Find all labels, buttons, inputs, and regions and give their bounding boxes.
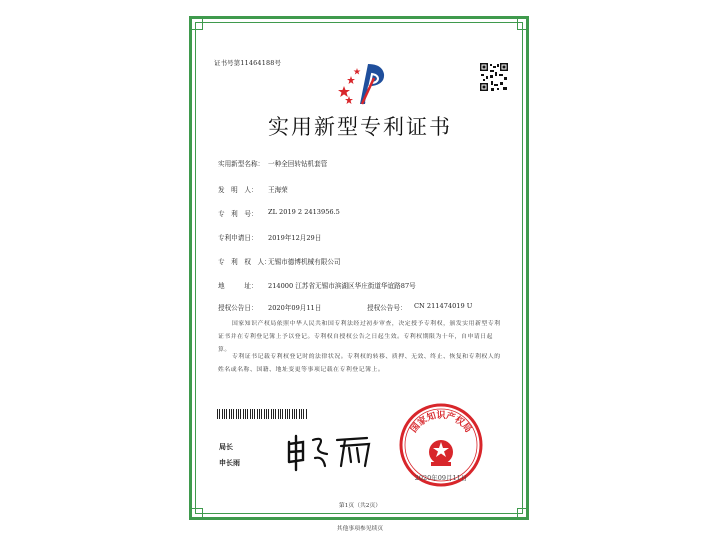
- field-label-filing-date: 专利申请日：: [218, 234, 258, 242]
- qr-code-icon: [479, 62, 509, 92]
- cnipa-logo-icon: [338, 60, 388, 106]
- field-value-filing-date: 2019年12月29日: [268, 234, 322, 242]
- field-label-pub-no: 授权公告号：: [367, 304, 407, 312]
- page-number: 第1页（共2页）: [338, 503, 382, 509]
- field-value-address: 214000 江苏省无锡市滨湖区华庄街道华谊路87号: [268, 282, 416, 290]
- seal-date: 2020年09月11日: [414, 474, 468, 482]
- grant-statement: 国家知识产权局依照中华人民共和国专利法经过初步审查，决定授予专利权，颁发实用新型专利证书并在专利登记簿上予以登记。专利权自授权公告之日起生效。专利权期限为十年，自申请日起算。: [218, 321, 501, 353]
- corner-ornament: [517, 508, 529, 520]
- director-signature: [285, 432, 375, 472]
- field-value-pub-no: CN 211474019 U: [414, 302, 473, 310]
- director-name: 申长雨: [219, 458, 240, 467]
- field-value-grant-date: 2020年09月11日: [268, 304, 322, 312]
- certificate-title: 实用新型专利证书: [268, 115, 452, 139]
- corner-ornament: [191, 508, 203, 520]
- barcode: [217, 409, 307, 419]
- corner-ornament: [517, 18, 529, 30]
- field-label-name: 实用新型名称：: [218, 160, 265, 168]
- field-label-address: 地 址：: [218, 282, 258, 290]
- director-title: 局长: [219, 442, 233, 451]
- field-value-name: 一种全回转钻机套管: [268, 160, 328, 168]
- legal-note: 专利证书记载专利权登记时的法律状况。专利权的转移、质押、无效、终止、恢复和专利权人的姓名或名称、国籍、地址变更等事项记载在专利登记簿上。: [218, 354, 501, 373]
- certificate-number: 证书号第11464188号: [214, 59, 282, 67]
- field-label-patent-no: 专 利 号：: [218, 210, 258, 218]
- field-value-inventor: 王海荣: [268, 186, 288, 194]
- field-value-patent-no: ZL 2019 2 2413956.5: [268, 208, 340, 216]
- field-value-patentee: 无锡市德博机械有限公司: [268, 258, 341, 266]
- seal-text: 国家知识产权局: [409, 411, 473, 435]
- corner-ornament: [191, 18, 203, 30]
- field-label-patentee: 专 利 权 人：: [218, 258, 271, 266]
- official-seal-icon: [398, 402, 484, 488]
- field-label-grant-date: 授权公告日：: [218, 304, 258, 312]
- footer-note: 其他事项参见续页: [336, 526, 384, 532]
- field-label-inventor: 发 明 人：: [218, 186, 258, 194]
